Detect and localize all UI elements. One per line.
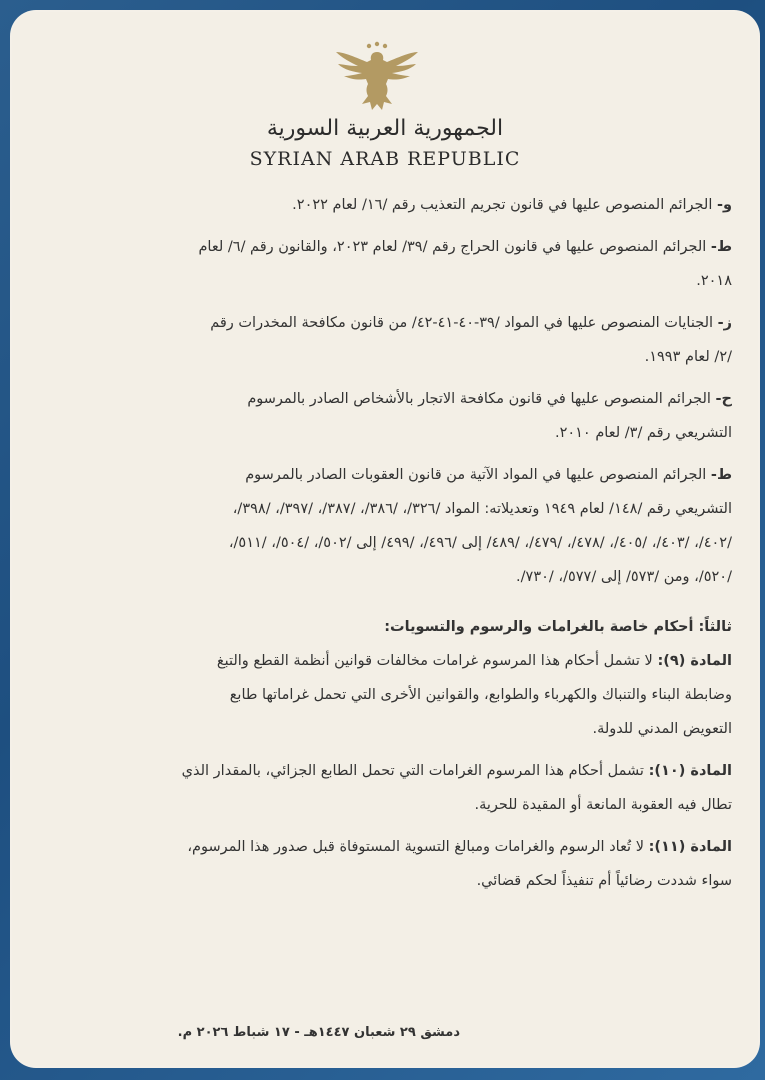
item-text: ٢٠١٨.: [696, 273, 732, 289]
list-item: [42, 458, 732, 594]
item-label: ط-: [710, 467, 732, 483]
item-text: الجرائم المنصوص عليها في قانون تجريم التعذيب رقم /١٦/ لعام ٢٠٢٢.: [292, 197, 713, 213]
item-label: و-: [716, 197, 732, 213]
item-text: الجرائم المنصوص عليها في المواد الآتية من قانون العقوبات الصادر بالمرسوم: [245, 467, 707, 483]
section-title: ثالثاً: أحكام خاصة بالغرامات والرسوم والتسويات:: [384, 619, 732, 635]
article-text: وضابطة البناء والتنباك والكهرباء والطوابع، والقوانين الأخرى التي تحمل غراماتها طابع: [229, 687, 732, 703]
article: [42, 830, 732, 898]
article-label: المادة (٩):: [657, 653, 732, 669]
item-text: /٢/ لعام ١٩٩٣.: [644, 349, 732, 365]
item-label: ز-: [717, 315, 732, 331]
article: [42, 644, 732, 746]
eagle-emblem-icon: [332, 40, 422, 112]
item-text: الجرائم المنصوص عليها في قانون مكافحة الاتجار بالأشخاص الصادر بالمرسوم: [247, 391, 711, 407]
list-item: [42, 306, 732, 374]
item-text: /٥٢٠/، ومن /٥٧٣/ إلى /٥٧٧/، /٧٣٠/.: [516, 569, 732, 585]
article-label: المادة (١٠):: [648, 763, 732, 779]
article-text: التعويض المدني للدولة.: [592, 721, 732, 737]
item-text: /٤٠٢/، /٤٠٣/، /٤٠٥/، /٤٧٨/، /٤٧٩/، /٤٨٩/ إلى /٤٩٦/، /٤٩٩/ إلى /٥٠٢/، /٥٠٤/، /٥١١/،: [228, 535, 732, 551]
article-text: تطال فيه العقوبة المانعة أو المقيدة للحرية.: [474, 797, 732, 813]
article-text: لا تشمل أحكام هذا المرسوم غرامات مخالفات قوانين أنظمة القطع والتبغ: [216, 653, 653, 669]
list-item: [42, 230, 732, 298]
item-text: الجرائم المنصوص عليها في قانون الحراج رقم /٣٩/ لعام ٢٠٢٣، والقانون رقم /٦/ لعام: [198, 239, 707, 255]
list-item: [42, 382, 732, 450]
article-label: المادة (١١):: [648, 839, 732, 855]
article-text: سواء شددت رضائياً أم تنفيذاً لحكم قضائي.: [476, 873, 732, 889]
org-name-arabic: الجمهورية العربية السورية: [266, 116, 504, 141]
article: [42, 754, 732, 822]
item-label: ط-: [710, 239, 732, 255]
document-page: [10, 10, 760, 1068]
item-text: التشريعي رقم /٣/ لعام ٢٠١٠.: [554, 425, 732, 441]
item-text: الجنايات المنصوص عليها في المواد /٣٩-٤٠-٤١-٤٢/ من قانون مكافحة المخدرات رقم: [210, 315, 714, 331]
article-text: لا تُعاد الرسوم والغرامات ومبالغ التسوية المستوفاة قبل صدور هذا المرسوم،: [187, 839, 644, 855]
org-name-english: SYRIAN ARAB REPUBLIC: [249, 148, 521, 170]
item-label: ح-: [715, 391, 732, 407]
document-body: [42, 188, 732, 906]
item-text: التشريعي رقم /١٤٨/ لعام ١٩٤٩ وتعديلاته: المواد /٣٢٦/، /٣٨٦/، /٣٨٧/، /٣٩٧/، /٣٩٨/،: [232, 501, 732, 517]
list-item: [42, 188, 732, 222]
article-text: تشمل أحكام هذا المرسوم الغرامات التي تحمل الطابع الجزائي، بالمقدار الذي: [181, 763, 644, 779]
document-date: دمشق ٢٩ شعبان ١٤٤٧هـ - ١٧ شباط ٢٠٢٦ م.: [177, 1025, 460, 1040]
